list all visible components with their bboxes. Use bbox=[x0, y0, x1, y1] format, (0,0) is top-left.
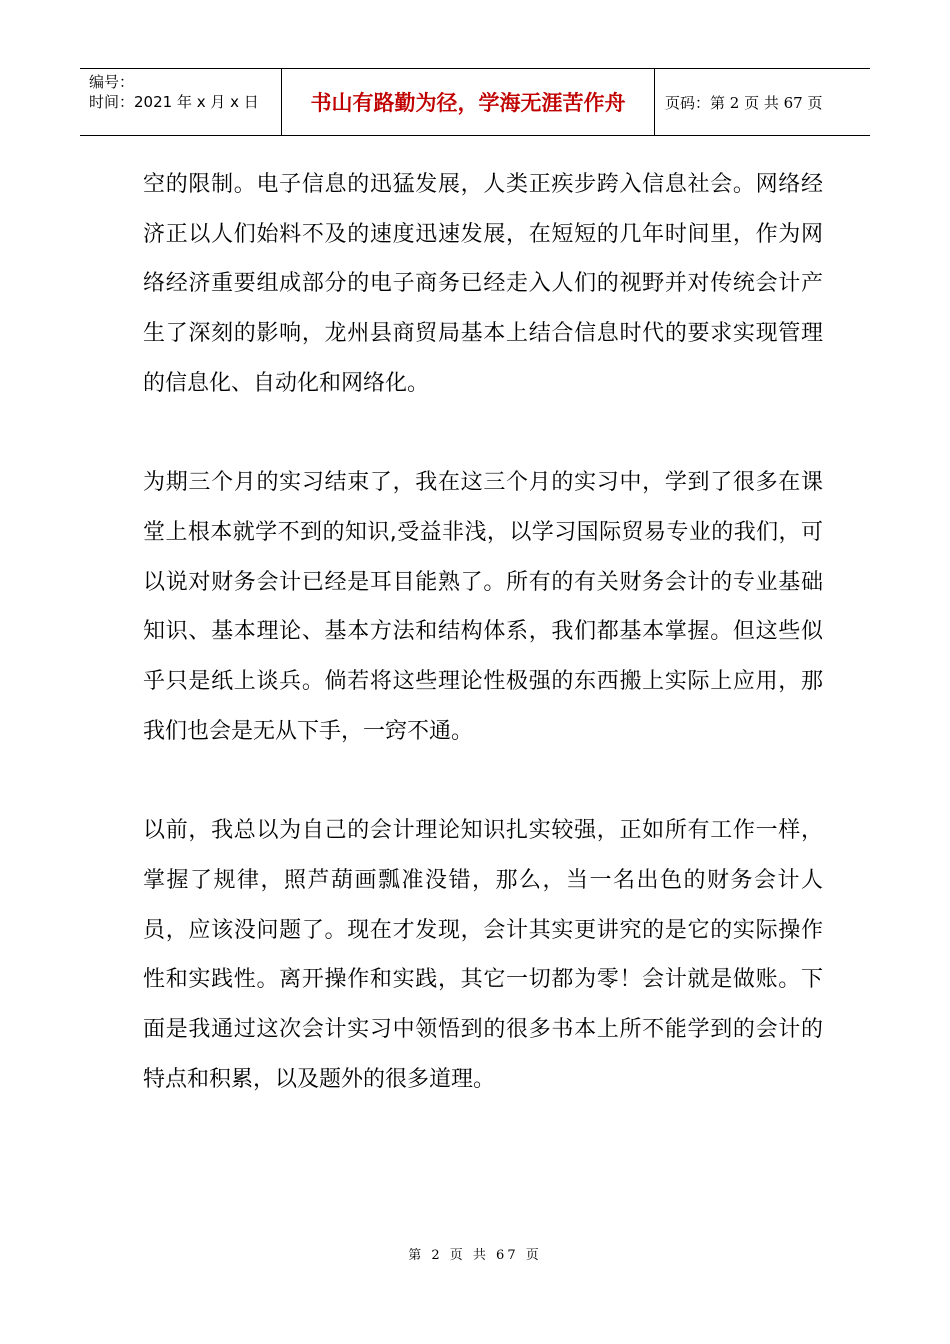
paragraph: 为期三个月的实习结束了，我在这三个月的实习中，学到了很多在课堂上根本就学不到的知识,受益非浅，以学习国际贸易专业的我们，可以说对财务会计已经是耳目能熟了。所有的有关财务会计的专业基础知识、基本理论、基本方法和结构体系，我们都基本掌握。但这些似乎只是纸上谈兵。倘若将这些理论性极强的东西搬上实际上应用，那我们也会是无从下手，一窍不通。 bbox=[143, 470, 823, 744]
paragraph: 空的限制。电子信息的迅猛发展，人类正疾步跨入信息社会。网络经济正以人们始料不及的速度迅速发展，在短短的几年时间里，作为网络经济重要组成部分的电子商务已经走入人们的视野并对传统会计产生了深刻的影响，龙州县商贸局基本上结合信息时代的要求实现管理的信息化、自动化和网络化。 bbox=[143, 172, 823, 396]
document-date-label: 时间：2021 年 x 月 x 日 bbox=[89, 93, 259, 111]
page-header bbox=[80, 68, 870, 136]
motto-text: 书山有路勤为径，学海无涯苦作舟 bbox=[310, 90, 626, 115]
document-number-label: 编号： bbox=[89, 73, 135, 91]
header-motto-cell bbox=[282, 69, 655, 135]
paragraph: 以前，我总以为自己的会计理论知识扎实较强，正如所有工作一样，掌握了规律，照芦葫画瓢准没错，那么，当一名出色的财务会计人员，应该没问题了。现在才发现，会计其实更讲究的是它的实际操作性和实践性。离开操作和实践，其它一切都为零！会计就是做账。下面是我通过这次会计实习中领悟到的很多书本上所不能学到的会计的特点和积累，以及题外的很多道理。 bbox=[143, 818, 823, 1092]
document-body bbox=[143, 160, 823, 1154]
header-page-info-cell bbox=[655, 69, 870, 135]
page-footer: 第 2 页 共 67 页 bbox=[408, 1248, 542, 1263]
header-meta bbox=[80, 69, 282, 135]
page-info-text: 页码：第 2 页 共 67 页 bbox=[665, 93, 823, 112]
